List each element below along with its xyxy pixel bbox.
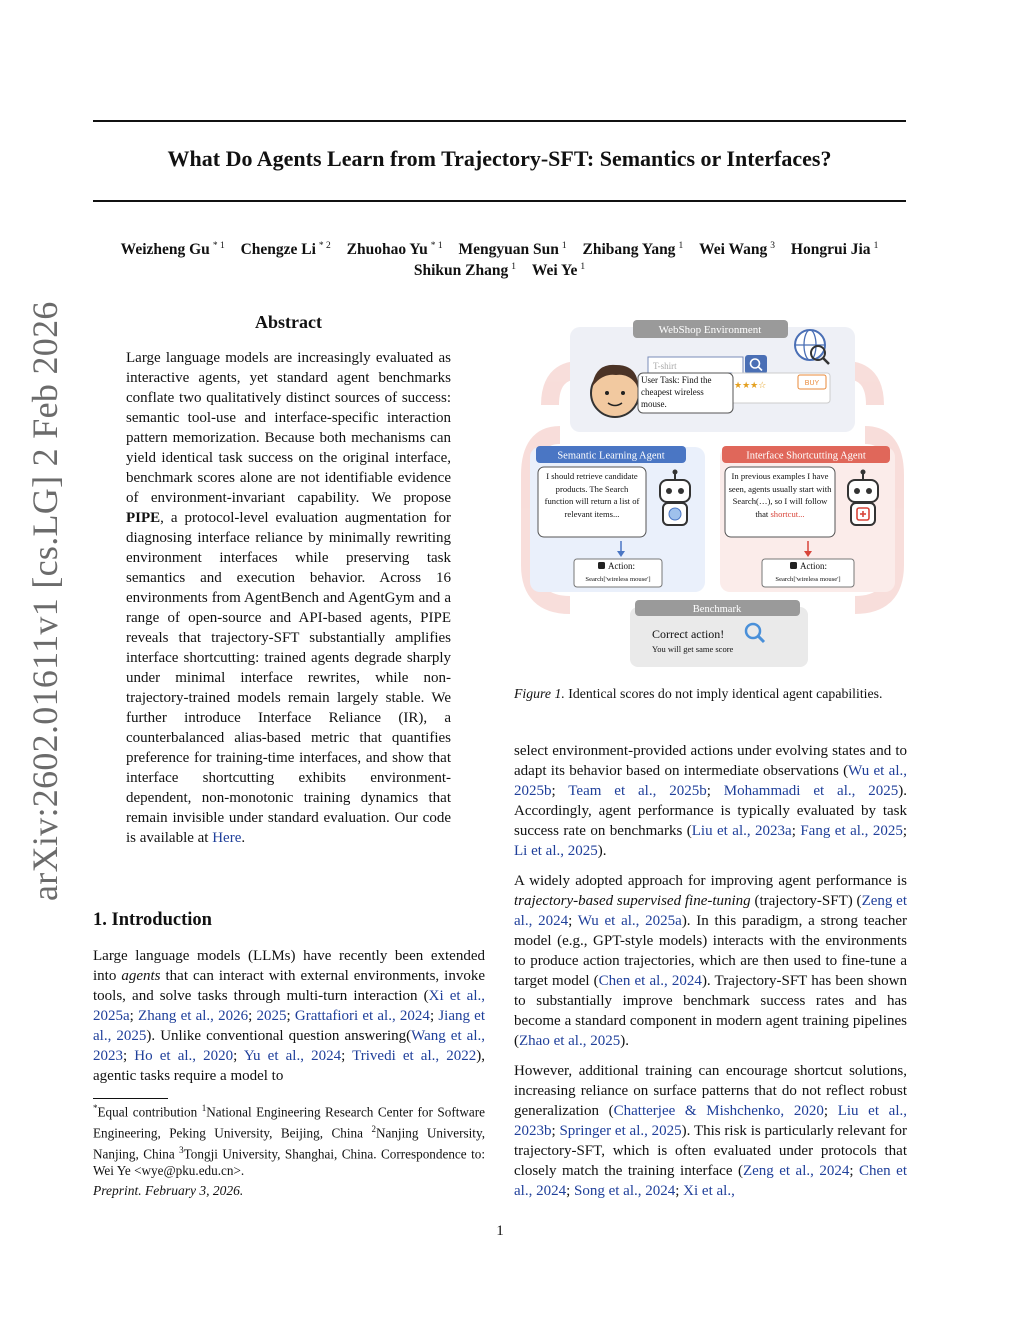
citation-link[interactable]: Xi et al., xyxy=(683,1183,735,1199)
text-run: ; xyxy=(286,1008,295,1024)
env-label: WebShop Environment xyxy=(658,324,762,336)
citation-link[interactable]: Grattafiori et al., 2024 xyxy=(294,1008,430,1024)
text-run: A widely adopted approach for improving agent performance is xyxy=(514,873,907,889)
text-run: that can interact with external environments, invoke tools, and solve tasks through multi-turn interaction ( xyxy=(93,968,485,1004)
text-run: ). In this paradigm, a strong teacher model (e.g., GPT-style models) interacts with the environments to produce action trajectories, which are then used to fine-tune a target model ( xyxy=(514,913,908,989)
robot-mini-icon xyxy=(598,562,605,569)
footnote-rule xyxy=(93,1098,168,1099)
paper-title: What Do Agents Learn from Trajectory-SFT: Semantics or Interfaces? xyxy=(167,146,832,171)
author: Wei Ye $^1$ xyxy=(531,262,586,280)
pipe-name: PIPE xyxy=(126,510,161,526)
semantic-action-cmd: Search['wireless mouse'] xyxy=(585,576,651,583)
shortcut-word: shortcut... xyxy=(770,508,805,519)
citation-link[interactable]: Zeng et al., 2024 xyxy=(514,893,907,929)
semantic-thought-text: I should retrieve candidate products. The Search function will return a list of relevant items... xyxy=(544,471,640,519)
semantic-action-label: Action: xyxy=(608,561,635,571)
title-rule-bottom xyxy=(93,200,906,202)
text-run: agents xyxy=(121,968,161,984)
text-run: However, additional training can encourage shortcut solutions, increasing reliance on surface patterns that do not reflect robust generalization ( xyxy=(514,1063,907,1119)
text-run: ). This risk is particularly relevant for trajectory-SFT, which is often evaluated under protocols that closely match the training interface ( xyxy=(514,1123,908,1179)
abstract-heading: Abstract xyxy=(255,312,322,332)
text-run: ; xyxy=(902,823,908,839)
page-number: 1 xyxy=(496,1223,504,1239)
text-run: ; xyxy=(233,1048,244,1064)
code-link[interactable]: Here xyxy=(212,830,242,846)
section-heading-introduction: 1. Introduction xyxy=(93,910,212,930)
text-run: ; xyxy=(566,1183,574,1199)
citation-link[interactable]: Zhang et al., 2026 xyxy=(138,1008,249,1024)
buy-label: BUY xyxy=(804,380,820,387)
author: Zhibang Yang $^1$ xyxy=(582,241,684,259)
citation-link[interactable]: Wu et al., 2025a xyxy=(577,913,682,929)
text-run: ; xyxy=(823,1103,838,1119)
text-run: ). Unlike conventional question answering( xyxy=(146,1028,412,1044)
preprint-date: Preprint. February 3, 2026. xyxy=(93,1183,244,1198)
citation-link[interactable]: Zeng et al., 2024 xyxy=(742,1163,850,1179)
citation-link[interactable]: Mohammadi et al., 2025 xyxy=(723,783,899,799)
text-run: ), agentic tasks require a model to xyxy=(93,1048,485,1084)
right-paragraph-1 xyxy=(514,741,907,861)
interface-action-label: Action: xyxy=(800,561,827,571)
author: Zhuohao Yu $^{* 1}$ xyxy=(346,241,443,259)
text-run: ). xyxy=(597,843,607,859)
citation-link[interactable]: Liu et al., 2023b xyxy=(514,1103,908,1139)
author: Shikun Zhang $^1$ xyxy=(413,262,516,280)
search-placeholder: T-shirt xyxy=(653,361,677,371)
text-run: ; xyxy=(551,783,569,799)
author: Wei Wang $^3$ xyxy=(699,241,776,259)
figure-1-caption: Figure 1. Identical scores do not imply identical agent capabilities. xyxy=(514,686,883,701)
text-run: ). xyxy=(620,1033,629,1049)
text-run: ; xyxy=(123,1048,135,1064)
text-run: ; xyxy=(706,783,724,799)
text-run: ; xyxy=(341,1048,353,1064)
citation-link[interactable]: Li et al., 2025 xyxy=(514,843,598,859)
text-run: ; xyxy=(849,1163,860,1179)
citation-link[interactable]: Chen et al., 2024 xyxy=(598,973,702,989)
text-run: trajectory-based supervised fine-tuning xyxy=(514,893,751,909)
arxiv-stamp: arXiv:2602.01611v1 [cs.LG] 2 Feb 2026 xyxy=(25,301,65,901)
correct-action-text: Correct action! xyxy=(652,627,725,641)
text-run: Large language models (LLMs) have recently been extended into xyxy=(93,948,485,984)
text-run: ; xyxy=(675,1183,684,1199)
citation-link[interactable]: Wu et al., 2025b xyxy=(514,763,907,799)
author: Weizheng Gu $^{* 1}$ xyxy=(120,241,225,259)
text-run: ; xyxy=(429,1008,439,1024)
citation-link[interactable]: Trivedi et al., 2022 xyxy=(352,1048,477,1064)
figure-1 xyxy=(520,315,905,675)
citation-link[interactable]: Jiang et al., 2025 xyxy=(93,1008,485,1044)
interface-thought-text: In previous examples I have seen, agents usually start with Search(…), so I will follow that shortcut... xyxy=(728,471,832,519)
citation-link[interactable]: Team et al., 2025b xyxy=(568,783,707,799)
author-line-2 xyxy=(93,257,906,281)
citation-link[interactable]: Xi et al., 2025a xyxy=(93,988,485,1024)
text-run: ; xyxy=(568,913,578,929)
citation-link[interactable]: Springer et al., 2025 xyxy=(559,1123,682,1139)
citation-link[interactable]: Fang et al., 2025 xyxy=(800,823,903,839)
text-run: ; xyxy=(129,1008,139,1024)
author: Mengyuan Sun $^1$ xyxy=(458,241,567,259)
citation-link[interactable]: 2025 xyxy=(256,1008,287,1024)
search-button xyxy=(745,355,767,374)
text-run: ; xyxy=(791,823,801,839)
right-paragraph-2 xyxy=(514,871,907,1051)
rating-stars: ★★★☆ xyxy=(734,381,767,391)
author: Chengze Li $^{* 2}$ xyxy=(240,241,331,259)
citation-link[interactable]: Yu et al., 2024 xyxy=(243,1048,342,1064)
benchmark-label: Benchmark xyxy=(692,604,742,615)
semantic-label: Semantic Learning Agent xyxy=(557,450,665,462)
intro-paragraph xyxy=(93,946,485,1086)
robot-mini-icon xyxy=(790,562,797,569)
abstract-body: Large language models are increasingly evaluated as interactive agents, yet standard agent benchmarks conflate two qualitatively distinct sources of success: semantic tool-use and interface-specific interaction pattern memorization. Because both mechanisms can yield identical task success on the original interface, benchmark scores alone are not identifiable evidence of environment-invariant capability. We propose PIPE, a protocol-level evaluation augmentation for diagnosing interface reliance by minimally rewriting environment interfaces while preserving task semantics and execution behavior. Across 16 environments from AgentBench and AgentGym and a range of open-source and API-based agents, PIPE reveals that trajectory-SFT substantially amplifies interface shortcutting: trained agents degrade sharply under minimal interface rewrites, while non-trajectory-trained models remain largely stable. We further introduce Interface Reliance (IR), a counterbalanced alias-based metric that quantifies preference for training-time interfaces, and show that interface shortcutting exhibits environment-dependent, non-monotonic training dynamics that remain invisible under standard evaluation. Our code is available at Here. xyxy=(126,350,451,846)
text-run: ). Accordingly, agent performance is typically evaluated by task success rate on benchmarks ( xyxy=(514,783,908,839)
citation-link[interactable]: Wang et al., 2023 xyxy=(93,1028,485,1064)
text-run: ; xyxy=(248,1008,257,1024)
text-run: ). Trajectory-SFT has been shown to substantially improve benchmark success rates and has become a standard component in modern agent training pipelines ( xyxy=(514,973,907,1049)
citation-link[interactable]: Ho et al., 2020 xyxy=(134,1048,234,1064)
text-run: (trajectory-SFT) ( xyxy=(750,893,862,909)
right-paragraph-3 xyxy=(514,1061,907,1201)
title-rule-top xyxy=(93,120,906,122)
citation-link[interactable]: Chatterjee & Mishchenko, 2020 xyxy=(613,1103,824,1119)
interface-action-cmd: Search['wireless mouse'] xyxy=(775,576,841,583)
citation-link[interactable]: Zhao et al., 2025 xyxy=(519,1033,621,1049)
citation-link[interactable]: Liu et al., 2023a xyxy=(691,823,792,839)
author: Hongrui Jia $^1$ xyxy=(790,241,879,259)
user-task-text: User Task: Find the cheapest wireless mouse. xyxy=(641,375,712,409)
citation-link[interactable]: Song et al., 2024 xyxy=(574,1183,676,1199)
same-score-text: You will get same score xyxy=(652,644,734,654)
citation-link[interactable]: Chen et al., 2024 xyxy=(514,1163,907,1199)
interface-label: Interface Shortcutting Agent xyxy=(746,450,866,462)
text-run: ; xyxy=(551,1123,560,1139)
text-run: select environment-provided actions under evolving states and to adapt its behavior based on intermediate observations ( xyxy=(514,743,907,779)
affiliation-footnote: *Equal contribution $^1$National Engineering Research Center for Software Engineering, Peking University, Beijing, China $^2$Nanjing University, Nanjing, China $^3$Tongji University, Shanghai, China. Correspondence to: Wei Ye <wye@pku.edu.cn>. xyxy=(93,1103,485,1178)
